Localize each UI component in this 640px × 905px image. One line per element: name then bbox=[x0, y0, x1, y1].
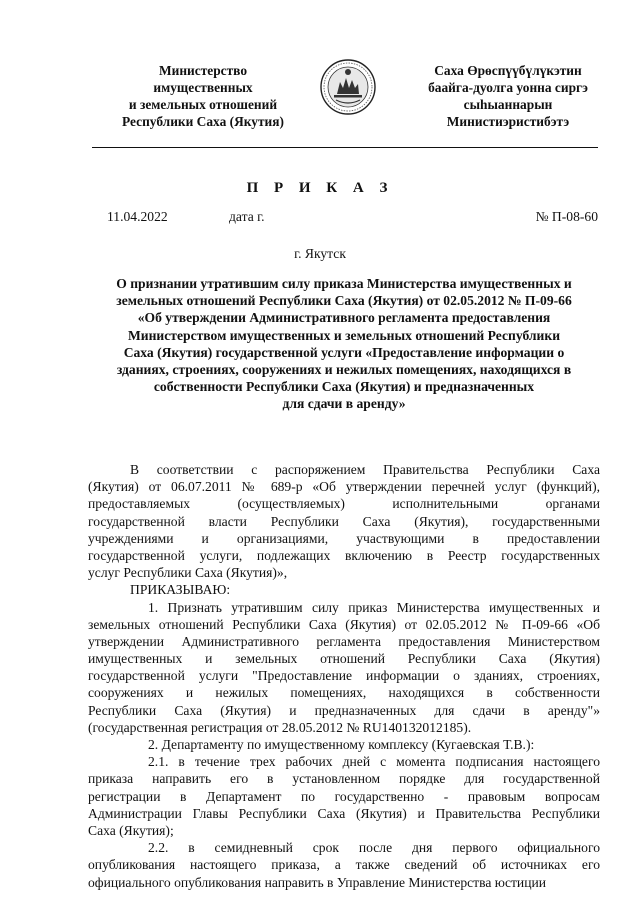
document-number: № П-08-60 bbox=[535, 209, 598, 224]
body-line: земельных отношений Республики Саха (Якутия) от 02.05.2012 № П-09-66 «Об bbox=[88, 616, 600, 632]
body-paragraph bbox=[88, 839, 600, 891]
body-paragraph bbox=[88, 581, 600, 598]
title-line: О признании утратившим силу приказа Министерства имущественных и bbox=[116, 276, 572, 291]
body-line: 2. Департаменту по имущественному комплексу (Кугаевская Т.В.): bbox=[148, 737, 535, 752]
body-line: Саха (Якутия); bbox=[88, 822, 174, 838]
body-line: имущественных и земельных отношений Республики Саха (Якутия) bbox=[88, 651, 600, 667]
document-body bbox=[88, 461, 600, 891]
document-title bbox=[88, 275, 600, 413]
body-line: регистрации в Департамент по государственно - правовым вопросам bbox=[88, 788, 600, 804]
document-date: 11.04.2022 bbox=[107, 209, 168, 224]
body-line: государственной услуги, подлежащих включению в Реестр государственных bbox=[88, 547, 600, 563]
org-ru-line: и земельных отношений bbox=[128, 97, 278, 112]
body-line: государственной услуги "Предоставление информации о зданиях, строениях, bbox=[88, 668, 600, 684]
body-paragraph bbox=[88, 599, 600, 737]
sakha-republic-emblem-icon bbox=[320, 58, 376, 116]
body-line: приказа направить его в установленном порядке для государственной bbox=[88, 771, 600, 787]
letterhead bbox=[0, 58, 640, 148]
org-ru-line: Министерство bbox=[158, 63, 248, 78]
org-name-sakha bbox=[393, 62, 623, 130]
org-sakha-line: Саха Өрөспүүбүлүкэтин bbox=[434, 63, 582, 78]
body-line: (Якутия) от 06.07.2011 № 689-р «Об утверждении перечней услуг (функций), bbox=[88, 479, 600, 495]
body-paragraph bbox=[88, 753, 600, 839]
body-line: В соответствии с распоряжением Правительства Республики Саха bbox=[130, 462, 600, 477]
body-line: услуг Республики Саха (Якутия)», bbox=[88, 565, 288, 581]
body-line: Администрации Главы Республики Саха (Якутия) и Правительства Республики bbox=[88, 805, 600, 821]
title-line: Министерством имущественных и земельных отношений Республики bbox=[127, 327, 561, 343]
date-caption: дата г. bbox=[229, 209, 265, 224]
body-line: государственной власти Республики Саха (Якутия), государственными bbox=[88, 513, 600, 529]
body-line: предоставляемых (осуществляемых) исполнительными органами bbox=[88, 496, 600, 512]
title-line: для сдачи в аренду» bbox=[282, 396, 406, 412]
body-line: ПРИКАЗЫВАЮ: bbox=[130, 582, 231, 598]
document-city: г. Якутск bbox=[294, 246, 346, 261]
header-divider bbox=[92, 147, 598, 148]
body-line: учреждениями и организациями, участвующими в предоставлении bbox=[88, 530, 600, 546]
body-paragraph bbox=[88, 461, 600, 581]
org-sakha-line: баайга-дуолга уонна сиргэ bbox=[428, 80, 588, 95]
body-line: 2.1. в течение трех рабочих дней с момента подписания настоящего bbox=[148, 754, 600, 770]
body-line: сооружениях и нежилых помещениях, находящихся в собственности bbox=[88, 685, 600, 701]
body-line: (государственная регистрация от 28.05.2012 № RU140132012185). bbox=[88, 719, 472, 735]
org-sakha-line: сыһыаннарын bbox=[463, 97, 553, 112]
org-ru-line: имущественных bbox=[153, 80, 253, 95]
document-type: П Р И К А З bbox=[246, 180, 394, 196]
org-sakha-line: Министиэристибэтэ bbox=[446, 114, 570, 129]
body-paragraph bbox=[88, 736, 600, 753]
title-line: собственности Республики Саха (Якутия) и предназначенных bbox=[153, 379, 535, 395]
body-line: официального опубликования направить в Управление Министерства юстиции bbox=[88, 874, 547, 890]
body-line: утверждении Административного регламента предоставления Министерством bbox=[88, 633, 600, 649]
org-ru-line: Республики Саха (Якутия) bbox=[122, 114, 284, 129]
body-line: 2.2. в семидневный срок после дня первого официального bbox=[148, 840, 600, 856]
body-line: Республики Саха (Якутия) и предназначенных для сдачи в аренду"» bbox=[88, 702, 600, 718]
title-line: «Об утверждении Административного регламента предоставления bbox=[137, 310, 551, 326]
org-name-russian bbox=[88, 62, 318, 130]
title-line: зданиях, строениях, сооружениях и нежилых помещениях, находящихся в bbox=[116, 362, 572, 378]
body-line: 1. Признать утратившим силу приказ Министерства имущественных и bbox=[148, 599, 600, 615]
title-line: земельных отношений Республики Саха (Якутия) от 02.05.2012 № П-09-66 bbox=[116, 293, 572, 309]
body-line: опубликования настоящего приказа, а также сведений об источниках его bbox=[88, 857, 600, 873]
title-line: Саха (Якутия) государственной услуги «Предоставление информации о bbox=[123, 344, 565, 360]
